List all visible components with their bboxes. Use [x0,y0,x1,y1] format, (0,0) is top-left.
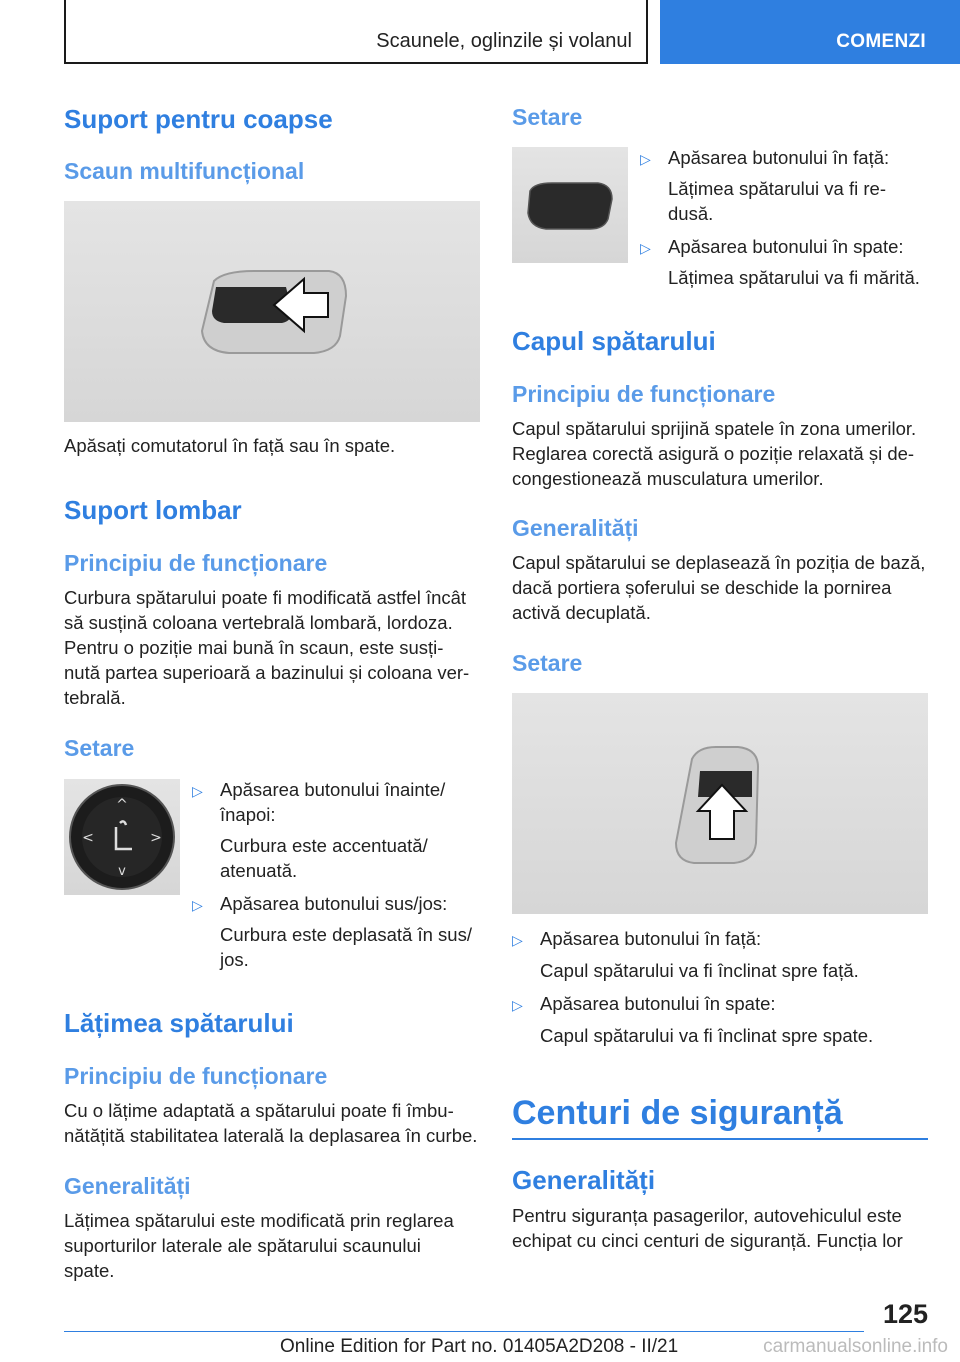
bullet-text: Apăsarea butonului sus/jos: [220,893,448,914]
bullet-triangle-icon: ▷ [512,997,523,1013]
svg-text:v: v [118,864,126,879]
bullet-result: dusă. [668,203,714,224]
page-number: 125 [882,1299,928,1329]
text-line: congestionează musculatura umerilor. [512,468,824,489]
footer-divider [64,1331,864,1332]
text-line: nută partea superioară a bazinului și coloana ver‐ [64,662,470,683]
heading-generalitati-2: Generalități [512,515,639,541]
text-line: Capul spătarului se deplasează în poziția de bază, [512,552,926,573]
text-line: Pentru siguranța pasagerilor, autovehiculul este [512,1205,902,1226]
bullet-result: Capul spătarului va fi înclinat spre spate. [540,1025,874,1046]
bullet-result: Lățimea spătarului va fi mărită. [668,267,920,288]
lumbar-dial-icon [64,779,180,895]
bullet-text: înapoi: [220,804,276,825]
text-line: să susțină coloana vertebrală lombară, lordoza. [64,612,453,633]
heading-scaun-multifunctional: Scaun multifuncțional [64,158,305,184]
bullet-triangle-icon: ▷ [512,932,523,948]
bullet-triangle-icon: ▷ [640,151,651,167]
bullet-text: Apăsarea butonului în spate: [668,236,904,257]
heading-principiu-2: Principiu de funcționare [64,1063,328,1089]
heading-suport-coapse: Suport pentru coapse [64,104,333,134]
heading-setare-3: Setare [512,650,583,676]
bullet-result: jos. [220,949,249,970]
text-line: Capul spătarului sprijină spatele în zona umerilor. [512,418,917,439]
thigh-support-switch-image [64,201,480,422]
bullet-result: Curbura este deplasată în sus/ [220,924,472,945]
general-3-paragraph [512,1203,903,1253]
heading-centuri-de-siguranta: Centuri de siguranță [512,1094,843,1132]
bullet-result: Capul spătarului va fi înclinat spre față. [540,960,859,981]
edition-note: Online Edition for Part no. 01405A2D208 - II/21 [280,1336,679,1357]
heading-principiu-1: Principiu de funcționare [64,550,328,576]
latime-paragraph [64,1098,477,1148]
heading-setare-2: Setare [512,104,583,130]
bullet-result: Curbura este accentuată/ [220,835,428,856]
text-line: suporturilor laterale ale spătarului scaunului [64,1235,421,1256]
caption-coapse: Apăsați comutatorul în față sau în spate. [64,435,396,456]
switch-arrow-up-icon [512,693,928,914]
general-1-paragraph [64,1208,454,1283]
setare-1-bullets [192,777,480,977]
bullet-triangle-icon: ▷ [192,783,203,799]
watermark: carmanualsonline.info [763,1336,948,1357]
bullet-text: Apăsarea butonului în față: [668,147,890,168]
bullet-result: Lățimea spătarului va fi re‐ [668,178,886,199]
bullet-triangle-icon: ▷ [640,240,651,256]
heading-generalitati-1: Generalități [64,1173,191,1199]
general-2-paragraph [512,550,925,625]
capul-paragraph [512,416,916,491]
bullet-result: atenuată. [220,860,298,881]
head-adjust-switch-image [512,693,928,914]
bullet-triangle-icon: ▷ [192,897,203,913]
svg-text:>: > [150,830,162,846]
text-line: spate. [64,1260,115,1281]
text-line: echipat cu cinci centuri de siguranță. Funcția lor [512,1230,903,1251]
heading-setare-1: Setare [64,735,135,761]
heading-generalitati-3: Generalități [512,1165,656,1195]
heading-suport-lombar: Suport lombar [64,495,242,525]
chapter-tab-label: COMENZI [836,31,926,52]
svg-text:<: < [82,830,94,846]
chapter-tab[interactable] [660,0,960,64]
lumbar-control-image [64,779,180,895]
heading-latime-spatarului: Lățimea spătarului [64,1008,294,1038]
text-line: Cu o lățime adaptată a spătarului poate fi îmbu‐ [64,1100,454,1121]
text-line: activă decuplată. [512,602,651,623]
text-line: Reglarea corectă asigură o poziție relaxată și de‐ [512,443,915,464]
section-divider [512,1138,928,1140]
text-line: Pentru o poziție mai bună în scaun, este susți‐ [64,637,444,658]
lombar-paragraph [64,585,469,710]
bullet-text: Apăsarea butonului înainte/ [220,779,446,800]
section-title: Scaunele, oglinzile și volanul [376,30,632,52]
bullet-text: Apăsarea butonului în față: [540,928,762,949]
heading-principiu-3: Principiu de funcționare [512,381,776,407]
text-line: Lățimea spătarului este modificată prin reglarea [64,1210,454,1231]
text-line: dacă portiera șoferului se deschide la pornirea [512,577,892,598]
header-box [64,0,648,64]
bullet-text: Apăsarea butonului în spate: [540,993,776,1014]
switch-arrow-left-icon [64,201,480,422]
width-control-image [512,147,628,263]
svg-text:^: ^ [116,797,128,813]
heading-capul-spatarului: Capul spătarului [512,326,716,356]
setare-3-bullets [512,926,928,1056]
width-button-icon [512,147,628,263]
setare-2-bullets [640,145,928,305]
text-line: tebrală. [64,687,126,708]
text-line: nătățită stabilitatea laterală la deplasarea în curbe. [64,1125,478,1146]
text-line: Curbura spătarului poate fi modificată astfel încât [64,587,467,608]
